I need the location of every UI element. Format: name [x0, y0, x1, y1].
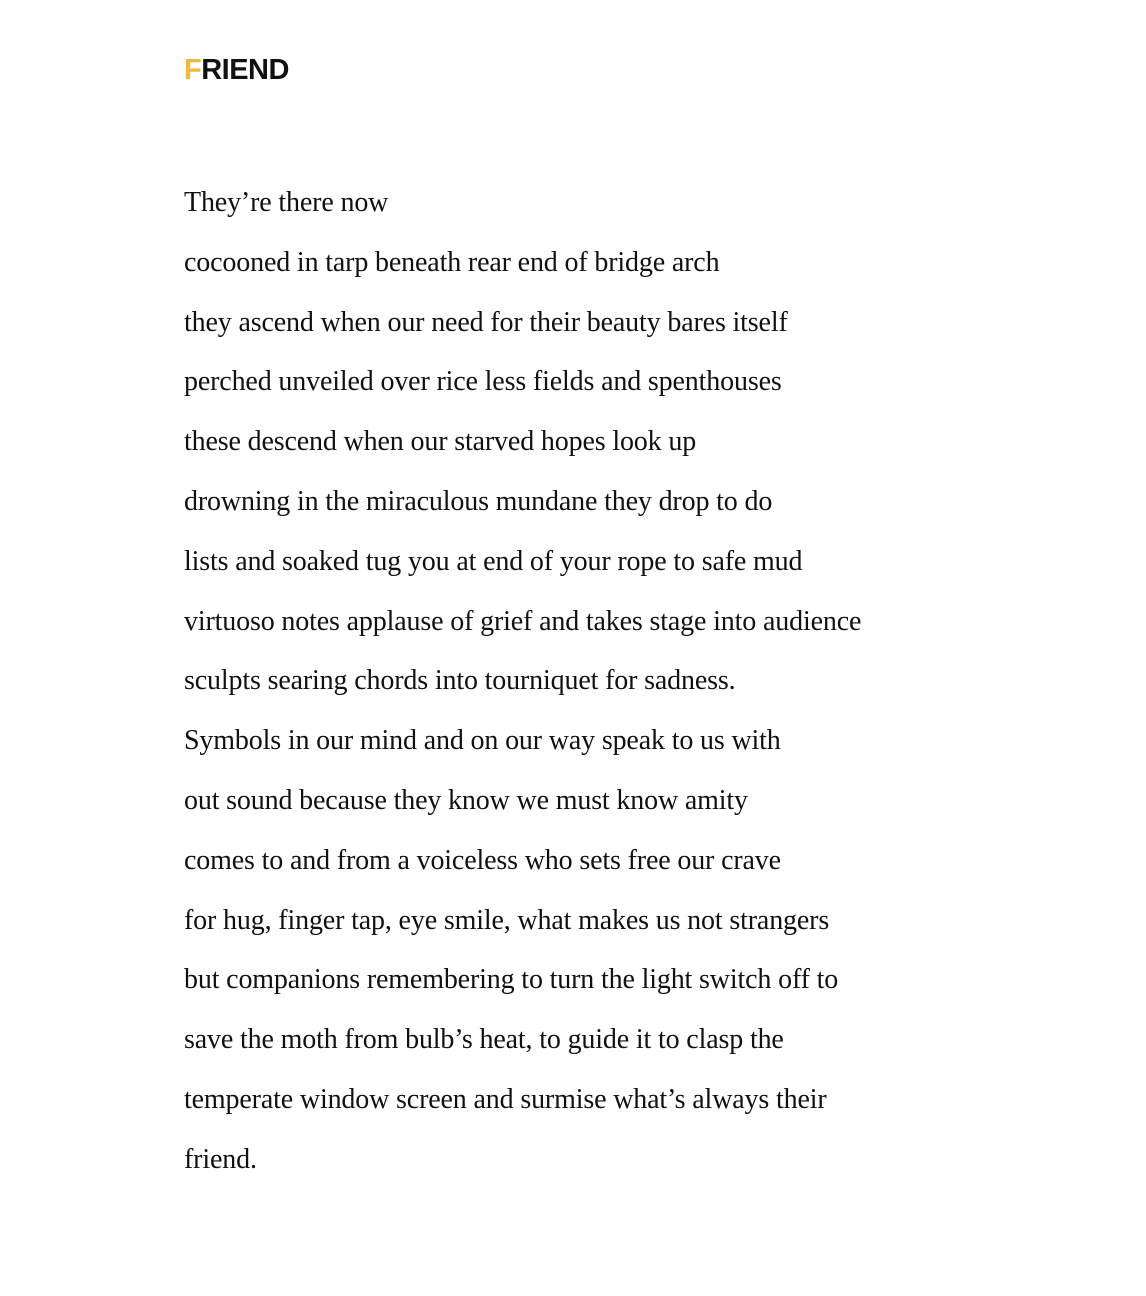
title-initial: F — [184, 54, 202, 86]
poem-line: sculpts searing chords into tourniquet for sadness. — [184, 665, 736, 697]
poem-line: these descend when our starved hopes look up — [184, 426, 697, 458]
poem-line: drowning in the miraculous mundane they drop to do — [184, 485, 773, 517]
title-rest: RIEND — [201, 54, 289, 86]
poem-body — [184, 173, 861, 1190]
poem-title — [184, 52, 289, 88]
poem-line: Symbols in our mind and on our way speak to us with — [184, 725, 781, 757]
poem-line: friend. — [184, 1143, 257, 1175]
poem-line: perched unveiled over rice less fields and spenthouses — [184, 366, 782, 398]
poem-line: save the moth from bulb’s heat, to guide it to clasp the — [184, 1024, 784, 1056]
poem-line: lists and soaked tug you at end of your rope to safe mud — [184, 545, 803, 577]
poem-line: temperate window screen and surmise what’s always their — [184, 1083, 827, 1115]
poem-line: for hug, finger tap, eye smile, what makes us not strangers — [184, 904, 830, 936]
poem-line: but companions remembering to turn the light switch off to — [184, 964, 839, 996]
poem-line: they ascend when our need for their beauty bares itself — [184, 306, 788, 338]
poem-line: comes to and from a voiceless who sets free our crave — [184, 844, 781, 876]
poem-line: out sound because they know we must know amity — [184, 784, 748, 816]
poem-line: cocooned in tarp beneath rear end of bridge arch — [184, 246, 720, 278]
poem-line: virtuoso notes applause of grief and takes stage into audience — [184, 605, 862, 637]
poem-line: They’re there now — [184, 187, 389, 218]
